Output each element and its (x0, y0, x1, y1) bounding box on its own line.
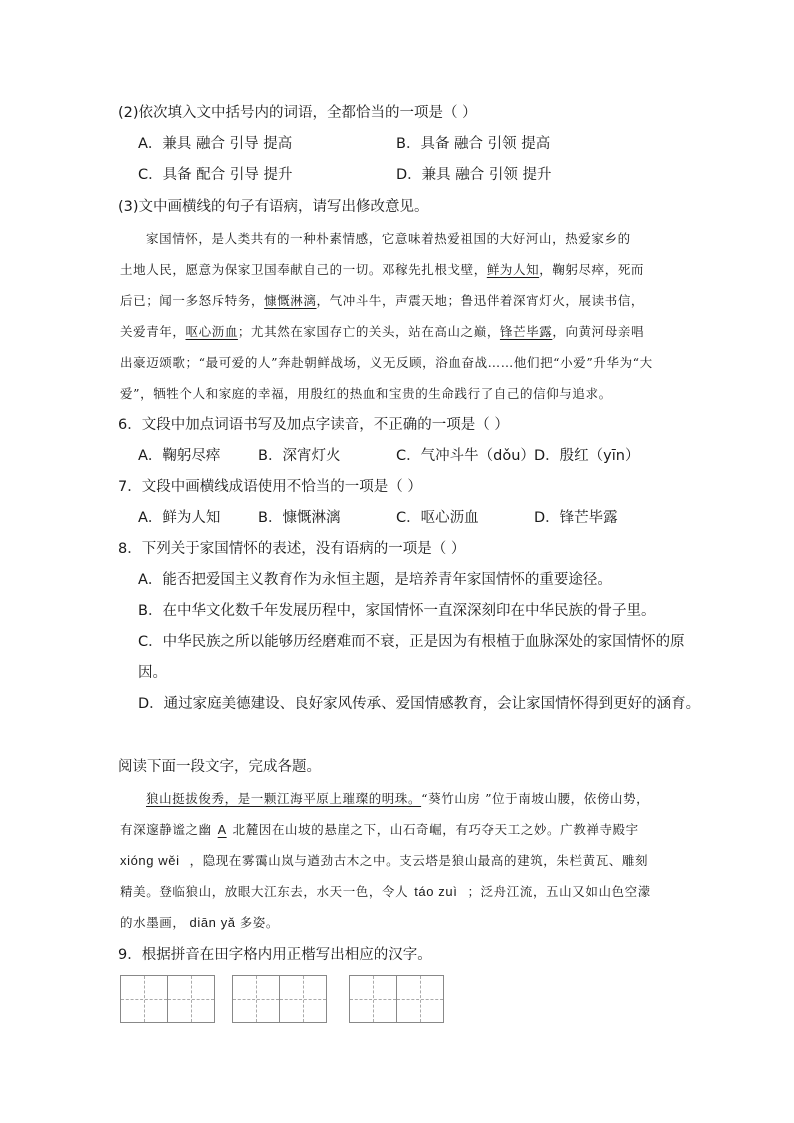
passage-2-text: “葵竹山房 ”位于南坡山腰，依傍山势， (421, 791, 650, 806)
writing-grid-1 (120, 975, 215, 1025)
passage-2-line-2 (120, 820, 639, 840)
writing-cell[interactable] (279, 975, 327, 1023)
reading-intro: 阅读下面一段文字，完成各题。 (118, 759, 321, 775)
question-8-option-c-cont: 因。 (138, 665, 167, 681)
passage-2-text: 北麓因在山坡的悬崖之下，山石奇崛，有巧夺天工之妙。广教禅寺殿宇 (232, 822, 639, 837)
question-2-option-a: A．兼具 融合 引导 提高 (138, 136, 293, 152)
question-6-option-b: B．深宵灯火 (258, 448, 341, 464)
underlined-sentence: 狼山挺拔俊秀，是一颗江海平原上璀璨的明珠。 (146, 791, 422, 806)
writing-grid-2 (232, 975, 327, 1025)
question-8-option-b: B．在中华文化数千年发展历程中，家国情怀一直深深刻印在中华民族的骨子里。 (138, 603, 656, 619)
question-2-stem: (2)依次填入文中括号内的词语，全都恰当的一项是（ ） (118, 105, 477, 121)
question-2-option-c: C．具备 配合 引导 提升 (138, 167, 293, 183)
question-6-option-a: A．鞠躬尽瘁 (138, 448, 221, 464)
passage-1-line-1: 家国情怀，是人类共有的一种朴素情感，它意味着热爱祖国的大好河山，热爱家乡的 (146, 231, 631, 246)
passage-2-line-4 (120, 882, 651, 902)
pinyin-dianya: diān yǎ (189, 915, 236, 930)
writing-cell[interactable] (349, 975, 397, 1023)
passage-1-text: ，向黄河母亲唱 (552, 324, 645, 339)
passage-2-text: 多姿。 (239, 915, 279, 930)
underlined-idiom: 鲜为人知 (486, 262, 540, 277)
passage-2-text: ；泛舟江流，五山又如山色空濛 (467, 884, 651, 899)
question-8-option-c: C．中华民族之所以能够历经磨难而不衰，正是因为有根植于血脉深处的家国情怀的原 (138, 634, 685, 650)
underlined-idiom: 锋芒毕露 (499, 324, 553, 339)
pinyin-xiongwei: xióng wěi (120, 853, 180, 868)
passage-2-text: 有深邃静谧之幽 (120, 822, 212, 837)
passage-1-text: 关爱青年， (120, 324, 186, 339)
passage-2-text: 的水墨画， (120, 915, 186, 930)
passage-2-line-3 (120, 851, 648, 871)
question-7-option-a: A．鲜为人知 (138, 510, 221, 526)
passage-1-line-5: 出豪迈颂歌；“最可爱的人”奔赴朝鲜战场，义无反顾，浴血奋战……他们把“小爱”升华为“大 (120, 355, 653, 370)
passage-1-text: ，气冲斗牛，声震天地；鲁迅伴着深宵灯火，展读书信， (316, 293, 645, 308)
underlined-idiom: 慷慨淋漓 (264, 293, 317, 308)
question-6-option-c: C．气冲斗牛（dǒu） (396, 448, 535, 464)
question-3-stem: (3)文中画横线的句子有语病，请写出修改意见。 (118, 199, 429, 215)
passage-1-line-4 (120, 322, 644, 342)
question-7-stem: 7．文段中画横线成语使用不恰当的一项是（ ） (118, 479, 422, 495)
writing-cell[interactable] (120, 975, 168, 1023)
question-2-option-d: D．兼具 融合 引领 提升 (396, 167, 552, 183)
underlined-idiom: 呕心沥血 (185, 324, 238, 339)
passage-2-text: ，隐现在雾霭山岚与遒劲古木之中。支云塔是狼山最高的建筑，朱栏黄瓦、雕刻 (189, 853, 649, 868)
passage-1-text: ；尤其然在家国存亡的关头，站在高山之巅， (237, 324, 500, 339)
passage-1-text: 土地人民，愿意为保家卫国奉献自己的一切。邓稼先扎根戈壁， (120, 262, 487, 277)
question-6-stem: 6．文段中加点词语书写及加点字读音，不正确的一项是（ ） (118, 417, 509, 433)
passage-2-line-1 (146, 789, 649, 809)
question-8-option-d: D．通过家庭美德建设、良好家风传承、爱国情感教育，会让家国情怀得到更好的涵育。 (138, 696, 701, 712)
passage-1-text: ，鞠躬尽瘁，死而 (539, 262, 645, 277)
passage-1-text: 后已；闻一多怒斥特务， (120, 293, 265, 308)
question-7-option-c: C．呕心沥血 (396, 510, 479, 526)
question-8-option-a: A．能否把爱国主义教育作为永恒主题，是培养青年家国情怀的重要途径。 (138, 572, 612, 588)
passage-1-line-3 (120, 291, 644, 311)
writing-cell[interactable] (396, 975, 444, 1023)
passage-1-line-6: 爱”，牺牲个人和家庭的幸福，用殷红的热血和宝贵的生命践行了自己的信仰与追求。 (120, 386, 612, 401)
question-2-option-b: B．具备 融合 引领 提高 (396, 136, 551, 152)
question-7-option-b: B．慷慨淋漓 (258, 510, 341, 526)
writing-grid-3 (349, 975, 444, 1025)
passage-2-text: 精美。登临狼山，放眼大江东去，水天一色，令人 (120, 884, 409, 899)
question-9-stem: 9．根据拼音在田字格内用正楷写出相应的汉字。 (118, 947, 432, 963)
blank-a: A (217, 823, 227, 837)
pinyin-taozui: táo zuì (414, 884, 458, 899)
question-8-stem: 8．下列关于家国情怀的表述，没有语病的一项是（ ） (118, 541, 466, 557)
passage-2-line-5 (120, 913, 279, 933)
question-6-option-d: D．殷红（yīn） (534, 448, 640, 464)
question-7-option-d: D．锋芒毕露 (534, 510, 618, 526)
passage-1-line-2 (120, 260, 644, 280)
writing-cell[interactable] (232, 975, 280, 1023)
writing-cell[interactable] (167, 975, 215, 1023)
